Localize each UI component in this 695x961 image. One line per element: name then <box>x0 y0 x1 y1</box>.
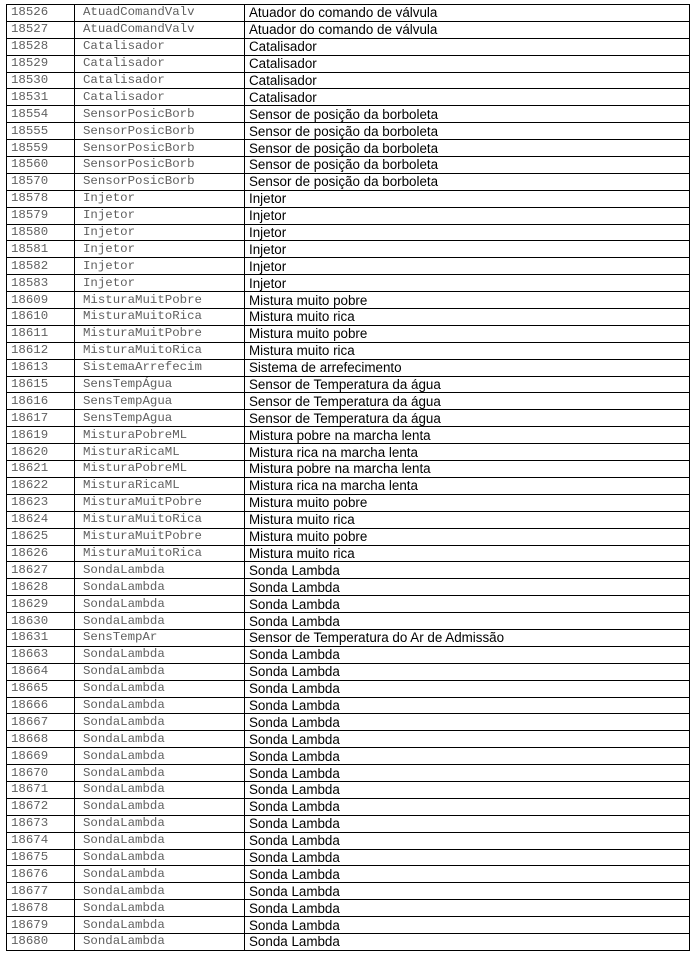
short-name-cell: SondaLambda <box>75 697 245 714</box>
fault-code-cell: 18677 <box>7 883 75 900</box>
short-name-cell: MisturaRicaML <box>75 444 245 461</box>
description-cell: Sistema de arrefecimento <box>245 359 690 376</box>
fault-code-cell: 18526 <box>7 5 75 22</box>
table-row <box>7 697 690 714</box>
table-row <box>7 562 690 579</box>
table-row <box>7 900 690 917</box>
short-name-cell: SondaLambda <box>75 748 245 765</box>
description-cell: Injetor <box>245 258 690 275</box>
description-cell: Mistura muito rica <box>245 342 690 359</box>
description-cell: Sensor de Temperatura do Ar de Admissão <box>245 629 690 646</box>
short-name-cell: SondaLambda <box>75 917 245 934</box>
table-row <box>7 241 690 258</box>
table-row <box>7 613 690 630</box>
table-row <box>7 275 690 292</box>
table-row <box>7 815 690 832</box>
fault-code-cell: 18674 <box>7 832 75 849</box>
description-cell: Sonda Lambda <box>245 815 690 832</box>
fault-code-cell: 18679 <box>7 917 75 934</box>
short-name-cell: MisturaMuitoRica <box>75 545 245 562</box>
fault-code-cell: 18631 <box>7 629 75 646</box>
description-cell: Sonda Lambda <box>245 680 690 697</box>
description-cell: Sonda Lambda <box>245 933 690 950</box>
fault-code-cell: 18626 <box>7 545 75 562</box>
table-row <box>7 207 690 224</box>
table-row <box>7 342 690 359</box>
fault-codes-table <box>6 4 690 951</box>
short-name-cell: Injetor <box>75 224 245 241</box>
short-name-cell: SondaLambda <box>75 849 245 866</box>
table-row <box>7 410 690 427</box>
short-name-cell: SondaLambda <box>75 680 245 697</box>
fault-codes-table-body <box>7 5 690 951</box>
short-name-cell: Catalisador <box>75 89 245 106</box>
fault-code-cell: 18554 <box>7 106 75 123</box>
description-cell: Mistura muito rica <box>245 545 690 562</box>
short-name-cell: Injetor <box>75 207 245 224</box>
short-name-cell: SondaLambda <box>75 596 245 613</box>
short-name-cell: AtuadComandValv <box>75 5 245 22</box>
table-row <box>7 393 690 410</box>
short-name-cell: Injetor <box>75 258 245 275</box>
fault-code-cell: 18580 <box>7 224 75 241</box>
table-row <box>7 376 690 393</box>
short-name-cell: Injetor <box>75 275 245 292</box>
description-cell: Sensor de Temperatura da água <box>245 376 690 393</box>
fault-code-cell: 18628 <box>7 579 75 596</box>
short-name-cell: SondaLambda <box>75 613 245 630</box>
description-cell: Injetor <box>245 224 690 241</box>
description-cell: Catalisador <box>245 55 690 72</box>
short-name-cell: SondaLambda <box>75 815 245 832</box>
table-row <box>7 258 690 275</box>
table-row <box>7 596 690 613</box>
description-cell: Injetor <box>245 207 690 224</box>
description-cell: Sonda Lambda <box>245 562 690 579</box>
short-name-cell: MisturaMuitoRica <box>75 309 245 326</box>
fault-code-cell: 18620 <box>7 444 75 461</box>
table-row <box>7 309 690 326</box>
short-name-cell: SondaLambda <box>75 933 245 950</box>
fault-code-cell: 18610 <box>7 309 75 326</box>
short-name-cell: Catalisador <box>75 38 245 55</box>
short-name-cell: SensorPosicBorb <box>75 140 245 157</box>
short-name-cell: SondaLambda <box>75 798 245 815</box>
table-row <box>7 714 690 731</box>
description-cell: Mistura muito pobre <box>245 528 690 545</box>
description-cell: Sonda Lambda <box>245 663 690 680</box>
table-row <box>7 511 690 528</box>
short-name-cell: SondaLambda <box>75 900 245 917</box>
short-name-cell: SensorPosicBorb <box>75 106 245 123</box>
fault-code-cell: 18630 <box>7 613 75 630</box>
description-cell: Sonda Lambda <box>245 883 690 900</box>
table-row <box>7 477 690 494</box>
table-row <box>7 359 690 376</box>
short-name-cell: Catalisador <box>75 55 245 72</box>
description-cell: Sonda Lambda <box>245 714 690 731</box>
fault-code-cell: 18559 <box>7 140 75 157</box>
description-cell: Mistura pobre na marcha lenta <box>245 461 690 478</box>
short-name-cell: SensTempÁgua <box>75 376 245 393</box>
description-cell: Sonda Lambda <box>245 697 690 714</box>
fault-code-cell: 18579 <box>7 207 75 224</box>
fault-code-cell: 18581 <box>7 241 75 258</box>
table-row <box>7 444 690 461</box>
table-row <box>7 528 690 545</box>
description-cell: Sensor de posição da borboleta <box>245 140 690 157</box>
short-name-cell: SondaLambda <box>75 731 245 748</box>
description-cell: Mistura rica na marcha lenta <box>245 444 690 461</box>
table-row <box>7 680 690 697</box>
short-name-cell: SondaLambda <box>75 883 245 900</box>
fault-code-cell: 18675 <box>7 849 75 866</box>
table-row <box>7 781 690 798</box>
description-cell: Sensor de Temperatura da água <box>245 410 690 427</box>
description-cell: Sonda Lambda <box>245 765 690 782</box>
fault-code-cell: 18617 <box>7 410 75 427</box>
short-name-cell: SondaLambda <box>75 579 245 596</box>
description-cell: Mistura muito rica <box>245 511 690 528</box>
fault-code-cell: 18613 <box>7 359 75 376</box>
fault-code-cell: 18671 <box>7 781 75 798</box>
description-cell: Catalisador <box>245 38 690 55</box>
table-row <box>7 190 690 207</box>
fault-code-cell: 18609 <box>7 292 75 309</box>
description-cell: Mistura muito rica <box>245 309 690 326</box>
short-name-cell: MisturaMuitPobre <box>75 494 245 511</box>
description-cell: Sonda Lambda <box>245 748 690 765</box>
table-row <box>7 629 690 646</box>
table-row <box>7 545 690 562</box>
short-name-cell: SondaLambda <box>75 866 245 883</box>
description-cell: Sonda Lambda <box>245 917 690 934</box>
description-cell: Sonda Lambda <box>245 798 690 815</box>
short-name-cell: SondaLambda <box>75 663 245 680</box>
description-cell: Injetor <box>245 241 690 258</box>
fault-code-cell: 18672 <box>7 798 75 815</box>
short-name-cell: AtuadComandValv <box>75 21 245 38</box>
short-name-cell: MisturaPobreML <box>75 461 245 478</box>
description-cell: Sonda Lambda <box>245 613 690 630</box>
description-cell: Mistura muito pobre <box>245 292 690 309</box>
fault-code-cell: 18560 <box>7 157 75 174</box>
table-row <box>7 157 690 174</box>
short-name-cell: SondaLambda <box>75 765 245 782</box>
table-row <box>7 123 690 140</box>
fault-code-cell: 18627 <box>7 562 75 579</box>
description-cell: Sonda Lambda <box>245 579 690 596</box>
fault-code-cell: 18531 <box>7 89 75 106</box>
description-cell: Atuador do comando de válvula <box>245 21 690 38</box>
short-name-cell: MisturaMuitoRica <box>75 342 245 359</box>
short-name-cell: MisturaMuitPobre <box>75 528 245 545</box>
fault-code-cell: 18570 <box>7 173 75 190</box>
table-row <box>7 798 690 815</box>
fault-code-cell: 18582 <box>7 258 75 275</box>
table-row <box>7 5 690 22</box>
description-cell: Mistura muito pobre <box>245 325 690 342</box>
fault-code-cell: 18676 <box>7 866 75 883</box>
description-cell: Catalisador <box>245 72 690 89</box>
description-cell: Sonda Lambda <box>245 849 690 866</box>
short-name-cell: SensorPosicBorb <box>75 123 245 140</box>
fault-code-cell: 18578 <box>7 190 75 207</box>
description-cell: Sensor de posição da borboleta <box>245 123 690 140</box>
table-row <box>7 224 690 241</box>
table-row <box>7 72 690 89</box>
short-name-cell: SistemaArrefecim <box>75 359 245 376</box>
fault-code-cell: 18615 <box>7 376 75 393</box>
table-row <box>7 883 690 900</box>
fault-code-cell: 18624 <box>7 511 75 528</box>
description-cell: Mistura muito pobre <box>245 494 690 511</box>
short-name-cell: Injetor <box>75 190 245 207</box>
short-name-cell: MisturaMuitPobre <box>75 292 245 309</box>
short-name-cell: Injetor <box>75 241 245 258</box>
table-row <box>7 866 690 883</box>
table-row <box>7 106 690 123</box>
description-cell: Mistura rica na marcha lenta <box>245 477 690 494</box>
description-cell: Sonda Lambda <box>245 731 690 748</box>
table-row <box>7 461 690 478</box>
fault-code-cell: 18666 <box>7 697 75 714</box>
table-row <box>7 849 690 866</box>
fault-code-cell: 18619 <box>7 427 75 444</box>
fault-code-cell: 18680 <box>7 933 75 950</box>
table-row <box>7 731 690 748</box>
short-name-cell: SensorPosicBorb <box>75 157 245 174</box>
short-name-cell: MisturaPobreML <box>75 427 245 444</box>
table-row <box>7 38 690 55</box>
description-cell: Atuador do comando de válvula <box>245 5 690 22</box>
fault-code-cell: 18555 <box>7 123 75 140</box>
table-row <box>7 173 690 190</box>
description-cell: Sensor de posição da borboleta <box>245 173 690 190</box>
fault-code-cell: 18623 <box>7 494 75 511</box>
fault-code-cell: 18528 <box>7 38 75 55</box>
description-cell: Sonda Lambda <box>245 832 690 849</box>
short-name-cell: SensTempAr <box>75 629 245 646</box>
description-cell: Sensor de posição da borboleta <box>245 106 690 123</box>
table-row <box>7 325 690 342</box>
short-name-cell: SensorPosicBorb <box>75 173 245 190</box>
description-cell: Sensor de Temperatura da água <box>245 393 690 410</box>
table-row <box>7 933 690 950</box>
short-name-cell: MisturaMuitPobre <box>75 325 245 342</box>
table-row <box>7 579 690 596</box>
fault-code-cell: 18678 <box>7 900 75 917</box>
table-row <box>7 140 690 157</box>
short-name-cell: SondaLambda <box>75 714 245 731</box>
fault-code-cell: 18625 <box>7 528 75 545</box>
fault-code-cell: 18622 <box>7 477 75 494</box>
table-row <box>7 663 690 680</box>
description-cell: Sonda Lambda <box>245 866 690 883</box>
table-row <box>7 917 690 934</box>
table-row <box>7 55 690 72</box>
table-row <box>7 21 690 38</box>
description-cell: Catalisador <box>245 89 690 106</box>
description-cell: Injetor <box>245 275 690 292</box>
description-cell: Sensor de posição da borboleta <box>245 157 690 174</box>
fault-code-cell: 18669 <box>7 748 75 765</box>
description-cell: Sonda Lambda <box>245 900 690 917</box>
short-name-cell: Catalisador <box>75 72 245 89</box>
fault-code-cell: 18668 <box>7 731 75 748</box>
table-row <box>7 292 690 309</box>
description-cell: Mistura pobre na marcha lenta <box>245 427 690 444</box>
short-name-cell: SondaLambda <box>75 781 245 798</box>
fault-code-cell: 18667 <box>7 714 75 731</box>
fault-code-cell: 18527 <box>7 21 75 38</box>
description-cell: Sonda Lambda <box>245 596 690 613</box>
table-row <box>7 494 690 511</box>
fault-code-cell: 18665 <box>7 680 75 697</box>
fault-code-cell: 18583 <box>7 275 75 292</box>
description-cell: Injetor <box>245 190 690 207</box>
description-cell: Sonda Lambda <box>245 646 690 663</box>
table-row <box>7 89 690 106</box>
short-name-cell: SensTempAgua <box>75 410 245 427</box>
short-name-cell: SensTempAgua <box>75 393 245 410</box>
fault-code-cell: 18673 <box>7 815 75 832</box>
table-row <box>7 748 690 765</box>
table-row <box>7 765 690 782</box>
short-name-cell: SondaLambda <box>75 562 245 579</box>
fault-code-cell: 18663 <box>7 646 75 663</box>
short-name-cell: SondaLambda <box>75 832 245 849</box>
fault-code-cell: 18611 <box>7 325 75 342</box>
table-row <box>7 832 690 849</box>
fault-code-cell: 18670 <box>7 765 75 782</box>
table-row <box>7 646 690 663</box>
short-name-cell: MisturaRicaML <box>75 477 245 494</box>
short-name-cell: MisturaMuitoRica <box>75 511 245 528</box>
fault-code-cell: 18616 <box>7 393 75 410</box>
description-cell: Sonda Lambda <box>245 781 690 798</box>
fault-code-cell: 18529 <box>7 55 75 72</box>
short-name-cell: SondaLambda <box>75 646 245 663</box>
fault-code-cell: 18621 <box>7 461 75 478</box>
fault-code-cell: 18629 <box>7 596 75 613</box>
fault-code-cell: 18612 <box>7 342 75 359</box>
fault-code-cell: 18530 <box>7 72 75 89</box>
fault-code-cell: 18664 <box>7 663 75 680</box>
table-row <box>7 427 690 444</box>
